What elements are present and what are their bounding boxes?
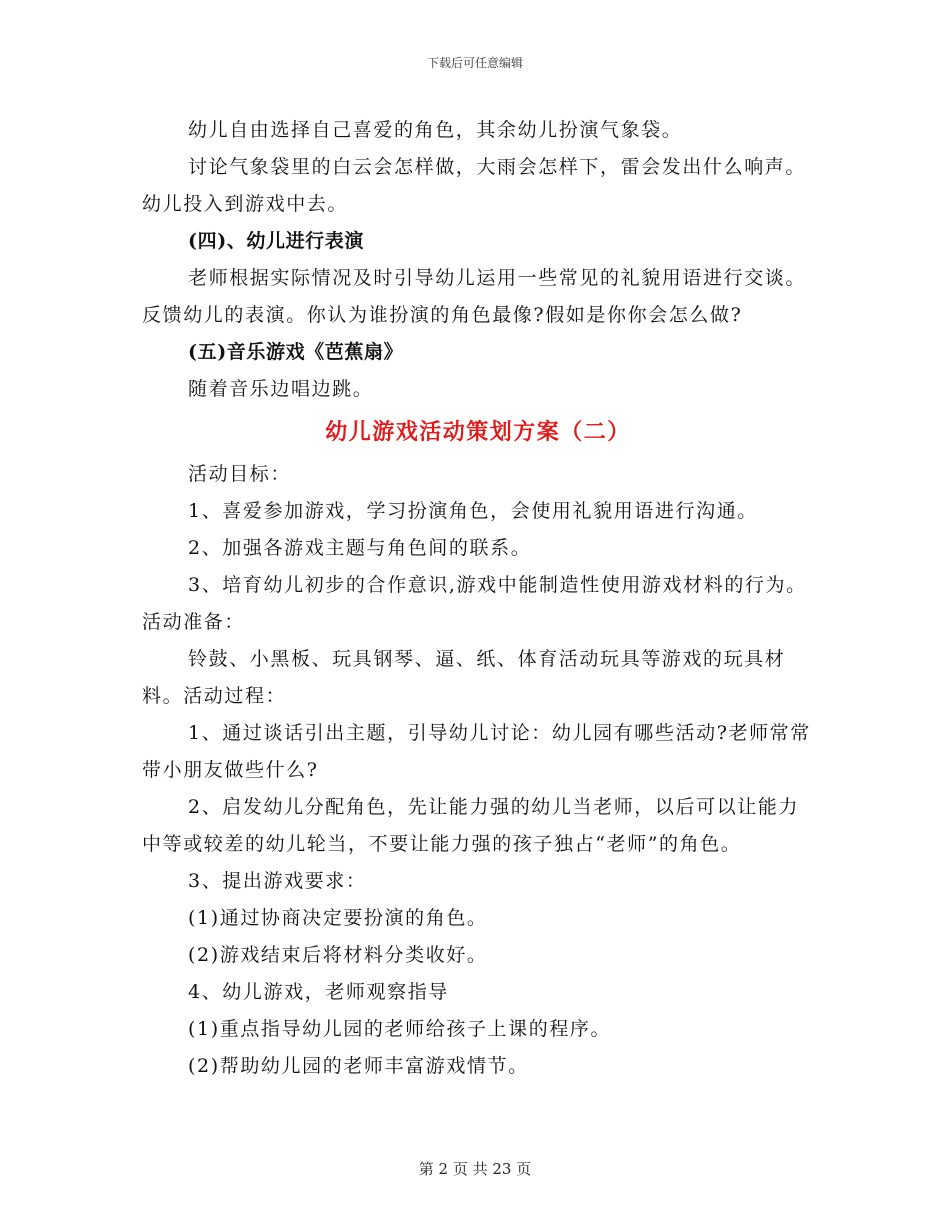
paragraph: (2)帮助幼儿园的老师丰富游戏情节。 [188, 1055, 529, 1077]
paragraph: 3、提出游戏要求： [188, 870, 367, 892]
paragraph: 4、幼儿游戏，老师观察指导 [188, 981, 449, 1003]
paragraph: (2)游戏结束后将材料分类收好。 [188, 944, 488, 966]
paragraph: 1、喜爱参加游戏，学习扮演角色，会使用礼貌用语进行沟通。 [188, 500, 758, 522]
paragraph: 1、通过谈话引出主题，引导幼儿讨论：幼儿园有哪些活动?老师常常带小朋友做些什么? [142, 722, 811, 781]
document-body [142, 112, 814, 1085]
paragraph: 讨论气象袋里的白云会怎样做，大雨会怎样下，雷会发出什么响声。幼儿投入到游戏中去。 [142, 156, 807, 215]
paragraph: 2、加强各游戏主题与角色间的联系。 [188, 537, 532, 559]
paragraph: 随着音乐边唱边跳。 [188, 378, 374, 400]
paragraph: 铃鼓、小黑板、玩具钢琴、逼、纸、体育活动玩具等游戏的玩具材料。活动过程： [142, 648, 786, 707]
paragraph: 幼儿自由选择自己喜爱的角色，其余幼儿扮演气象袋。 [188, 119, 683, 141]
page-number: 第 2 页 共 23 页 [418, 1160, 532, 1178]
paragraph: 3、培育幼儿初步的合作意识,游戏中能制造性使用游戏材料的行为。活动准备： [142, 574, 807, 633]
paragraph: (1)重点指导幼儿园的老师给孩子上课的程序。 [188, 1018, 612, 1040]
section-heading: (五)音乐游戏《芭蕉扇》 [188, 341, 404, 363]
paragraph: (1)通过协商决定要扮演的角色。 [188, 907, 488, 929]
page-header: 下载后可任意编辑 [426, 56, 523, 70]
document-title: 幼儿游戏活动策划方案（二） [325, 419, 631, 445]
paragraph: 老师根据实际情况及时引导幼儿运用一些常见的礼貌用语进行交谈。反馈幼儿的表演。你认为谁扮演的角色最像?假如是你你会怎么做? [142, 267, 807, 326]
section-heading: (四)、幼儿进行表演 [188, 230, 364, 252]
paragraph: 活动目标： [188, 463, 292, 485]
paragraph: 2、启发幼儿分配角色，先让能力强的幼儿当老师，以后可以让能力中等或较差的幼儿轮当，不要让能力强的孩子独占“老师”的角色。 [142, 796, 800, 855]
